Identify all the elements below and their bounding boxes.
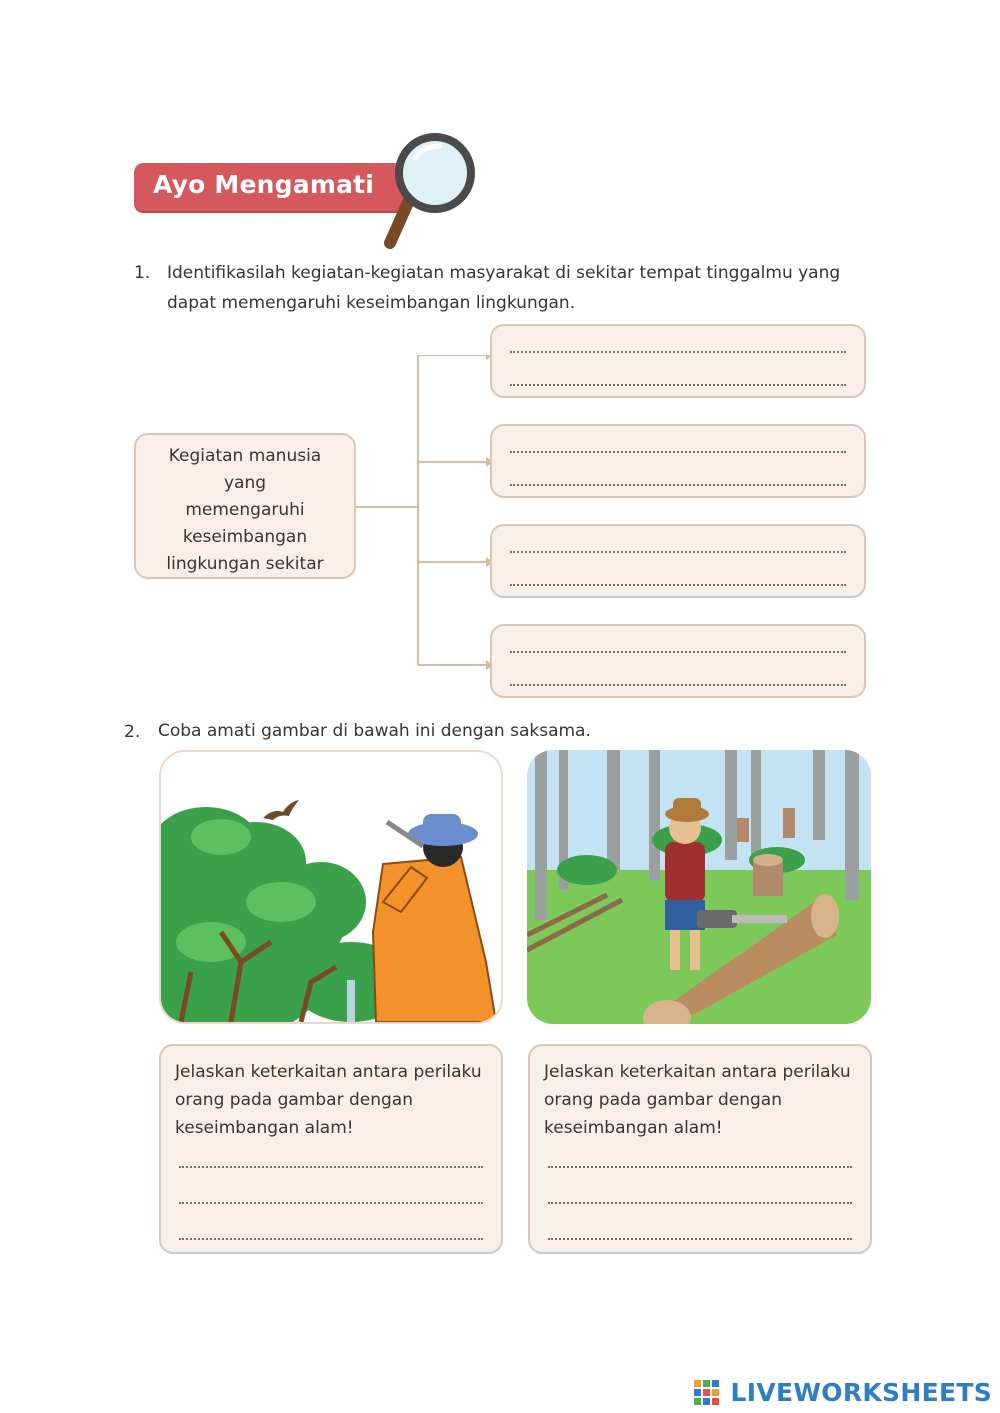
answer-line[interactable]: [510, 484, 846, 486]
answer-line[interactable]: [179, 1238, 483, 1240]
answer-line[interactable]: [510, 651, 846, 653]
section-title: Ayo Mengamati: [153, 170, 375, 199]
answer-line[interactable]: [548, 1238, 852, 1240]
answer-line[interactable]: [179, 1202, 483, 1204]
answer-line[interactable]: [510, 351, 846, 353]
center-line: keseimbangan: [182, 527, 308, 547]
answer-box-4: [490, 624, 866, 698]
diagram-center-box: [134, 433, 356, 579]
answer-line[interactable]: [510, 684, 846, 686]
answer-line[interactable]: [510, 584, 846, 586]
question-2-text: Coba amati gambar di bawah ini dengan saksama.: [158, 721, 591, 741]
answer-card-2: [528, 1044, 872, 1254]
center-line: memengaruhi: [185, 500, 305, 520]
liveworksheets-brand[interactable]: LIVEWORKSHEETS: [730, 1378, 992, 1407]
card-prompt: Jelaskan keterkaitan antara perilaku orang pada gambar dengan keseimbangan alam!: [175, 1062, 482, 1138]
center-line: Kegiatan manusia: [168, 446, 322, 466]
logger-illustration: [527, 750, 871, 1024]
question-2-number: 2.: [124, 722, 141, 742]
answer-box-3: [490, 524, 866, 598]
answer-box-2: [490, 424, 866, 498]
center-line: lingkungan sekitar: [166, 554, 324, 574]
card-prompt: Jelaskan keterkaitan antara perilaku orang pada gambar dengan keseimbangan alam!: [544, 1062, 851, 1138]
liveworksheets-logo-icon: [694, 1380, 720, 1406]
answer-line[interactable]: [548, 1202, 852, 1204]
hunter-illustration: [159, 750, 503, 1024]
answer-line[interactable]: [510, 451, 846, 453]
diagram-connector: [356, 355, 496, 670]
magnifier-icon: [380, 128, 480, 253]
center-line: yang: [223, 473, 267, 493]
answer-box-1: [490, 324, 866, 398]
question-1-text: Identifikasilah kegiatan-kegiatan masyarakat di sekitar tempat tinggalmu yang dapat memengaruhi keseimbangan lingkungan.: [167, 263, 841, 313]
answer-line[interactable]: [510, 384, 846, 386]
answer-line[interactable]: [510, 551, 846, 553]
answer-line[interactable]: [179, 1166, 483, 1168]
answer-line[interactable]: [548, 1166, 852, 1168]
answer-card-1: [159, 1044, 503, 1254]
question-1-number: 1.: [134, 263, 151, 283]
